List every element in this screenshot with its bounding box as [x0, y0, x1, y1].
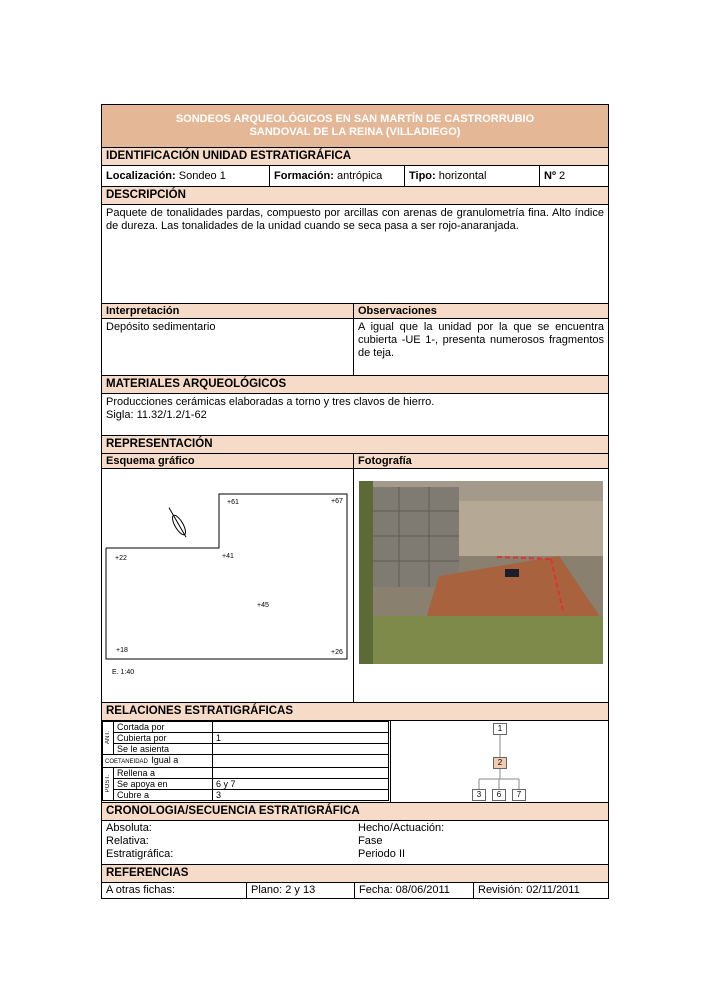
descripcion-section-title: DESCRIPCIÓN [102, 187, 608, 205]
loc-value: Sondeo 1 [178, 170, 226, 182]
rel-label-cortada: Cortada por [114, 722, 213, 733]
ident-section-title: IDENTIFICACIÓN UNIDAD ESTRATIGRÁFICA [102, 148, 608, 166]
absoluta-label: Absoluta: [106, 822, 152, 834]
observaciones-text: A igual que la unidad por la que se encuentra cubierta -UE 1-, presenta numerosos fragmentos de teja. [358, 321, 604, 359]
record-sheet [101, 104, 609, 899]
materiales-text [102, 394, 438, 435]
tipo-value: horizontal [438, 170, 487, 182]
estratigrafica-label: Estratigráfica: [106, 848, 174, 860]
rel-value-rellena [213, 768, 389, 779]
header-title-line2: SANDOVAL DE LA REINA (VILLADIEGO) [249, 126, 461, 138]
excavation-outline [106, 494, 347, 659]
rel-value-cortada [213, 722, 389, 733]
revision-cell: Revisión: 02/11/2011 [478, 884, 580, 896]
excavation-photo [359, 481, 603, 664]
num-label: Nº [544, 170, 556, 182]
point-26: +26 [331, 649, 343, 656]
relaciones-section-title: RELACIONES ESTRATIGRÁFICAS [102, 703, 608, 721]
rel-row [103, 733, 389, 744]
rel-row [103, 768, 389, 779]
fotografia-cell [354, 454, 608, 702]
rel-row [103, 790, 389, 801]
plano-cell: Plano: 2 y 13 [247, 883, 355, 898]
materiales-line1: Producciones cerámicas elaboradas a torno y tres clavos de hierro. [106, 396, 435, 408]
fase-label: Fase [358, 835, 383, 847]
scale-label: E. 1:40 [112, 669, 135, 676]
relaciones-row [102, 721, 608, 803]
rel-row [103, 755, 389, 768]
matrix-box-3: 3 [472, 789, 486, 801]
coet-label: COETANEIDAD [105, 759, 148, 765]
post-cell [103, 768, 114, 801]
point-41: +41 [222, 553, 234, 560]
rel-label-igual: Igual a [151, 755, 179, 765]
rel-row [103, 744, 389, 755]
coet-cell [103, 755, 213, 768]
rel-row [103, 722, 389, 733]
descripcion-row [102, 205, 608, 304]
loc-label: Localización: [106, 170, 176, 182]
rel-label-apoya: Se apoya en [114, 779, 213, 790]
ant-cell [103, 722, 114, 755]
rel-label-asienta: Se le asienta [114, 744, 213, 755]
rel-label-cubre: Cubre a [114, 790, 213, 801]
matrix-box-6: 6 [492, 789, 506, 801]
esquema-plan [102, 469, 353, 701]
ant-label: ANT. [105, 731, 111, 745]
point-45: +45 [257, 602, 269, 609]
rel-value-asienta [213, 744, 389, 755]
relaciones-table-area [102, 721, 390, 803]
rel-row [103, 779, 389, 790]
interp-obs-row [102, 304, 608, 376]
post-label: POST. [105, 775, 111, 793]
cronologia-row [102, 821, 608, 865]
interpretacion-label: Interpretación [102, 304, 353, 319]
matrix-box-current: 2 [493, 757, 507, 769]
relativa-label: Relativa: [106, 835, 149, 847]
cronologia-section-title: CRONOLOGIA/SECUENCIA ESTRATIGRÁFICA [102, 803, 608, 821]
interpretacion-cell [102, 304, 354, 375]
localizacion-cell [102, 166, 270, 186]
interpretacion-text: Depósito sedimentario [106, 321, 216, 333]
fotografia-label: Fotografía [354, 454, 608, 469]
point-61: +61 [227, 499, 239, 506]
point-67: +67 [331, 498, 343, 505]
otras-fichas-cell: A otras fichas: [102, 883, 247, 898]
rel-label-cubierta: Cubierta por [114, 733, 213, 744]
num-value: 2 [559, 170, 566, 182]
matrix-box-7: 7 [512, 789, 526, 801]
tipo-label: Tipo: [409, 170, 436, 182]
materiales-sigla: Sigla: 11.32/1.2/1-62 [106, 409, 207, 421]
sheet-header [102, 105, 608, 148]
cronologia-right [354, 822, 608, 864]
referencias-row [102, 883, 608, 898]
tipo-cell [405, 166, 540, 186]
periodo-label: Periodo II [358, 848, 406, 860]
harris-matrix [390, 721, 608, 803]
header-title-line1: SONDEOS ARQUEOLÓGICOS EN SAN MARTÍN DE CASTRORRUBIO [175, 113, 535, 125]
point-18: +18 [116, 647, 128, 654]
esquema-cell [102, 454, 354, 702]
representacion-row [102, 454, 608, 703]
rel-value-cubre: 3 [213, 790, 389, 801]
numero-cell [540, 166, 608, 186]
descripcion-text: Paquete de tonalidades pardas, compuesto por arcillas con arenas de granulometría fina. Alto índice de dureza. Las tonalidades de la unidad cuando se seca pasa a ser rojo-anaranjada. [106, 207, 604, 232]
point-22: +22 [115, 555, 127, 562]
form-value: antrópica [336, 170, 383, 182]
hecho-label: Hecho/Actuación: [358, 822, 445, 834]
observaciones-label: Observaciones [354, 304, 608, 319]
materiales-row [102, 394, 608, 436]
referencias-section-title: REFERENCIAS [102, 865, 608, 883]
matrix-box-top: 1 [493, 723, 507, 735]
fecha-cell: Fecha: 08/06/2011 [355, 883, 474, 898]
representacion-section-title: REPRESENTACIÓN [102, 436, 608, 454]
rel-value-igual [213, 755, 389, 768]
rel-value-cubierta: 1 [213, 733, 389, 744]
observaciones-cell [354, 304, 608, 375]
materiales-section-title: MATERIALES ARQUEOLÓGICOS [102, 376, 608, 394]
form-label: Formación: [274, 170, 334, 182]
rel-value-apoya: 6 y 7 [213, 779, 389, 790]
rel-label-rellena: Rellena a [114, 768, 213, 779]
north-arrow-icon [166, 506, 190, 539]
relaciones-table [102, 721, 389, 801]
formacion-cell [270, 166, 405, 186]
cronologia-left [102, 822, 354, 864]
ident-row [102, 166, 608, 187]
esquema-label: Esquema gráfico [102, 454, 353, 469]
